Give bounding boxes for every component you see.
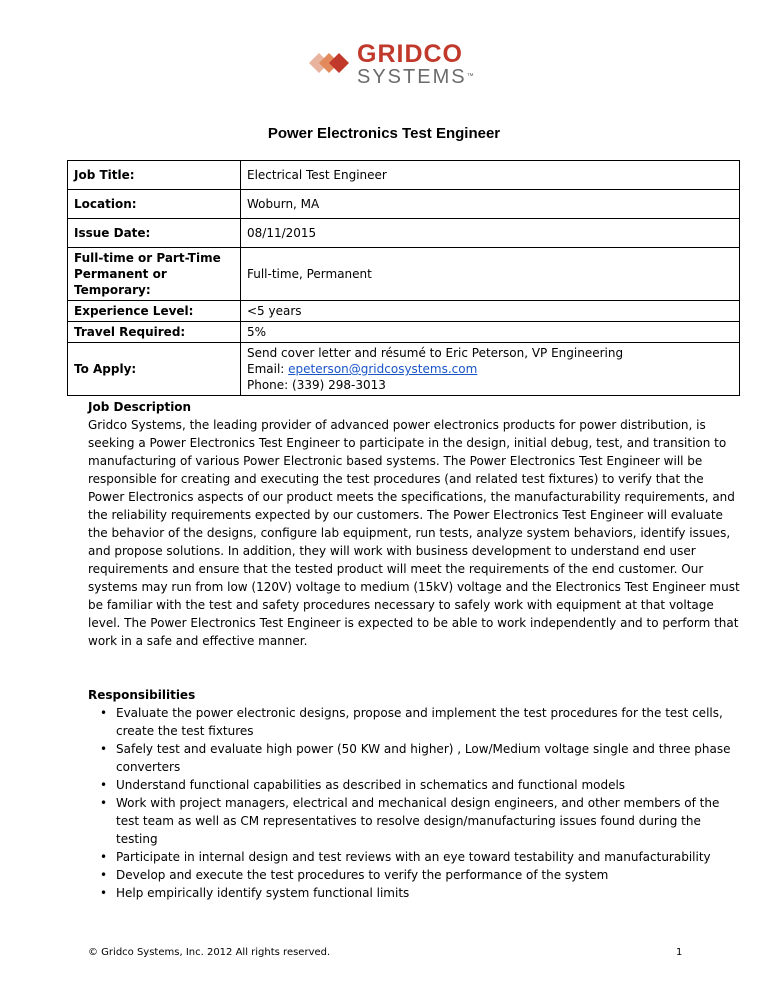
fulltime-value: Full-time, Permanent — [241, 248, 740, 301]
footer-copyright: © Gridco Systems, Inc. 2012 All rights reserved. — [88, 947, 331, 958]
job-info-table — [67, 160, 740, 396]
logo-subtext: SYSTEMS™ — [357, 66, 474, 88]
job-title-label: Job Title: — [68, 161, 241, 190]
page-title: Power Electronics Test Engineer — [267, 125, 501, 142]
email-link[interactable]: epeterson@gridcosystems.com — [288, 362, 478, 376]
table-row — [68, 161, 740, 190]
fulltime-label-line2: Permanent or Temporary: — [74, 267, 167, 297]
table-row — [68, 248, 740, 301]
list-item: • Evaluate the power electronic designs, propose and implement the test procedures for the test cells, create the test fixtures — [116, 704, 743, 740]
location-value: Woburn, MA — [241, 190, 740, 219]
gridco-logo — [305, 40, 475, 90]
list-item: • Safely test and evaluate high power (50 KW and higher) , Low/Medium voltage single and three phase converters — [116, 740, 743, 776]
list-item: • Develop and execute the test procedures to verify the performance of the system — [116, 866, 743, 884]
apply-label: To Apply: — [68, 343, 241, 396]
travel-label: Travel Required: — [68, 322, 241, 343]
table-row — [68, 322, 740, 343]
diamond-logo-icon — [305, 43, 353, 83]
issue-date-value: 08/11/2015 — [241, 219, 740, 248]
logo-wordmark: GRIDCO — [357, 40, 463, 68]
apply-email-line — [247, 361, 733, 377]
table-row — [68, 301, 740, 322]
fulltime-label-line1: Full-time or Part-Time — [74, 251, 221, 265]
table-row — [68, 219, 740, 248]
issue-date-label: Issue Date: — [68, 219, 241, 248]
responsibilities-heading: Responsibilities — [88, 688, 196, 702]
apply-phone: Phone: (339) 298-3013 — [247, 378, 386, 392]
table-row — [68, 190, 740, 219]
experience-label: Experience Level: — [68, 301, 241, 322]
list-item: • Help empirically identify system functional limits — [116, 884, 743, 902]
location-label: Location: — [68, 190, 241, 219]
fulltime-label — [68, 248, 241, 301]
footer-page-number: 1 — [676, 947, 683, 958]
list-item: • Work with project managers, electrical and mechanical design engineers, and other members of the test team as well as CM representatives to resolve design/manufacturing issues found during the testing — [116, 794, 743, 848]
apply-value — [241, 343, 740, 396]
responsibilities-list — [88, 704, 743, 902]
table-row — [68, 343, 740, 396]
list-item: • Participate in internal design and test reviews with an eye toward testability and manufacturability — [116, 848, 743, 866]
email-prefix: Email: — [247, 362, 289, 376]
list-item: • Understand functional capabilities as described in schematics and functional models — [116, 776, 743, 794]
job-description-heading: Job Description — [88, 400, 192, 414]
travel-value: 5% — [241, 322, 740, 343]
apply-instructions: Send cover letter and résumé to Eric Peterson, VP Engineering — [247, 346, 624, 360]
job-title-value: Electrical Test Engineer — [241, 161, 740, 190]
job-description-text: Gridco Systems, the leading provider of advanced power electronics products for power distribution, is seeking a Power Electronics Test Engineer to participate in the design, initial debug, test, and transition to manufacturing of various Power Electronic based systems. The Power Electronics Test Engineer will be responsible for creating and executing the test procedures (and related test fixtures) to verify that the Power Electronics aspects of our product meets the specifications, the manufacturability requirements, and the reliability requirements expected by our customers. The Power Electronics Test Engineer will evaluate the behavior of the designs, configure lab equipment, run tests, analyze system behaviors, identify issues, and propose solutions. In addition, they will work with business development to understand end user requirements and ensure that the tested product will meet the requirements of the end customer. Our systems may run from low (120V) voltage to medium (15kV) voltage and the Electronics Test Engineer must be familiar with the test and safety procedures necessary to safely work with equipment at that voltage level. The Power Electronics Test Engineer is expected to be able to work independently and to perform that work in a safe and effective manner. — [88, 418, 740, 648]
body-content — [88, 398, 743, 902]
experience-value: <5 years — [241, 301, 740, 322]
